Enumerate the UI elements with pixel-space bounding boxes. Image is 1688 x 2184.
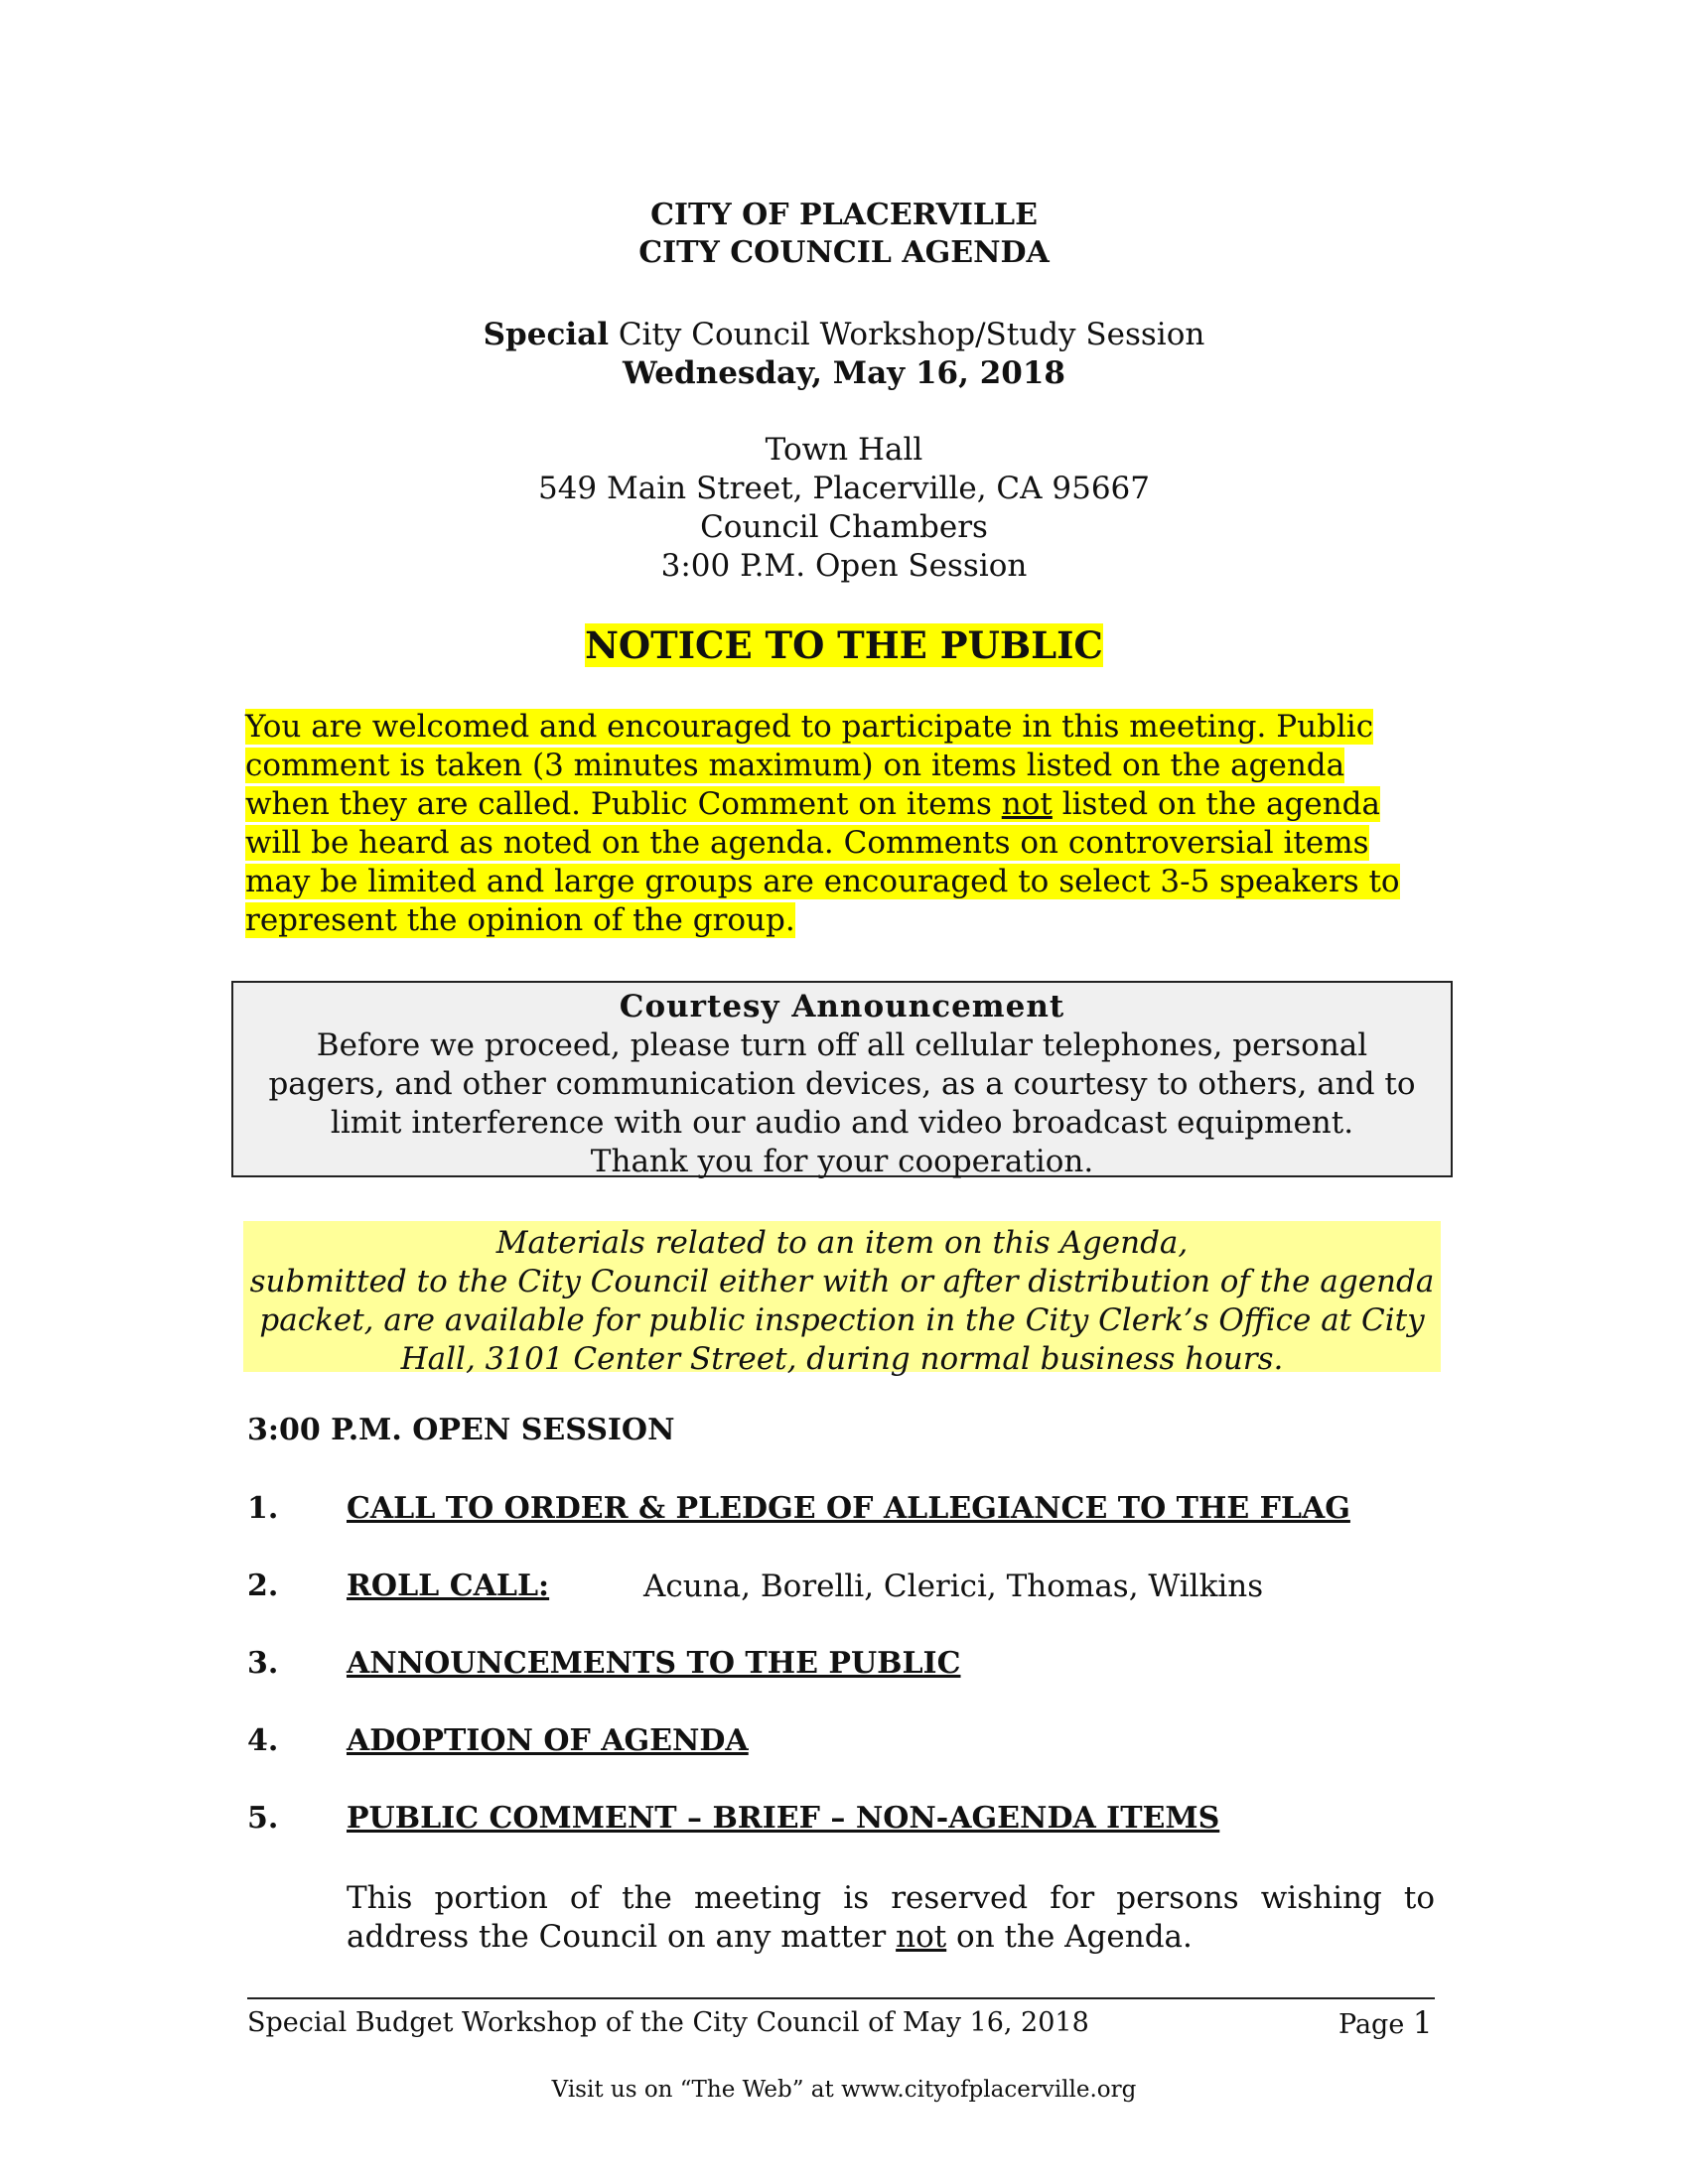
notice-line: listed on the agenda [1052, 786, 1381, 822]
agenda-item-3 [247, 1646, 960, 1681]
notice-heading [0, 623, 1688, 667]
item-number: 2. [247, 1569, 279, 1603]
open-session-heading: 3:00 P.M. OPEN SESSION [247, 1413, 675, 1447]
description-not-emphasis: not [896, 1919, 947, 1955]
item-label: ADOPTION OF AGENDA [347, 1723, 749, 1758]
agenda-item-1 [247, 1491, 1350, 1526]
session-type [0, 316, 1688, 354]
notice-line: You are welcomed and encouraged to participate in this meeting. Public [245, 709, 1374, 745]
description-text: This portion of the meeting is reserved for persons wishing to address the Council on any matter [347, 1880, 1435, 1955]
item-label: PUBLIC COMMENT – BRIEF – NON-AGENDA ITEMS [347, 1801, 1220, 1836]
item-label: ANNOUNCEMENTS TO THE PUBLIC [347, 1646, 961, 1681]
materials-line: packet, are available for public inspection in the City Clerk’s Office at City [259, 1302, 1425, 1338]
notice-not-emphasis: not [1001, 786, 1053, 822]
courtesy-line: Before we proceed, please turn off all cellular telephones, personal [316, 1027, 1368, 1063]
notice-text [245, 708, 1447, 940]
agenda-item-2 [247, 1569, 1264, 1604]
notice-line: may be limited and large groups are encouraged to select 3-5 speakers to [245, 864, 1400, 899]
website-link[interactable]: Visit us on “The Web” at www.cityofplacerville.org [551, 2077, 1137, 2103]
materials-line: Hall, 3101 Center Street, during normal business hours. [400, 1341, 1284, 1377]
session-time: 3:00 P.M. Open Session [660, 548, 1028, 584]
agenda-item-4 [247, 1723, 749, 1758]
location-name: Town Hall [765, 432, 923, 468]
notice-line: when they are called. Public Comment on items [245, 786, 1002, 822]
location-address: 549 Main Street, Placerville, CA 95667 [537, 471, 1151, 506]
page-number [1338, 2005, 1433, 2041]
item-number: 1. [247, 1491, 279, 1526]
courtesy-title: Courtesy Announcement [619, 989, 1065, 1024]
notice-line: will be heard as noted on the agenda. Comments on controversial items [245, 825, 1369, 861]
courtesy-line: limit interference with our audio and video broadcast equipment. [330, 1105, 1354, 1141]
courtesy-line: pagers, and other communication devices, as a courtesy to others, and to [268, 1066, 1416, 1102]
notice-line: represent the opinion of the group. [245, 902, 795, 938]
materials-line: submitted to the City Council either with or after distribution of the agenda [249, 1264, 1435, 1299]
materials-notice [243, 1221, 1441, 1377]
courtesy-announcement-box [231, 981, 1453, 1177]
page-label: Page [1338, 2009, 1413, 2040]
session-description: City Council Workshop/Study Session [608, 317, 1205, 352]
city-title: CITY OF PLACERVILLE [650, 198, 1038, 232]
footer-divider [247, 1997, 1435, 1999]
item-label: CALL TO ORDER & PLEDGE OF ALLEGIANCE TO THE FLAG [347, 1491, 1350, 1526]
page-num: 1 [1412, 2005, 1433, 2041]
item-label: ROLL CALL: [347, 1569, 550, 1603]
item-number: 4. [247, 1723, 279, 1758]
roll-call-names: Acuna, Borelli, Clerici, Thomas, Wilkins [643, 1569, 1264, 1604]
item-number: 5. [247, 1801, 279, 1836]
agenda-title: CITY COUNCIL AGENDA [638, 235, 1050, 270]
agenda-item-5 [247, 1801, 1219, 1836]
meeting-date: Wednesday, May 16, 2018 [622, 355, 1065, 391]
notice-title: NOTICE TO THE PUBLIC [585, 623, 1103, 667]
description-text: on the Agenda. [946, 1919, 1193, 1955]
notice-line: comment is taken (3 minutes maximum) on items listed on the agenda [245, 748, 1345, 783]
item-5-description [347, 1879, 1435, 1957]
session-special: Special [483, 317, 609, 352]
item-number: 3. [247, 1646, 279, 1681]
footer-meeting-title: Special Budget Workshop of the City Council of May 16, 2018 [247, 2007, 1089, 2038]
location-room: Council Chambers [700, 509, 988, 545]
materials-line: Materials related to an item on this Agenda, [495, 1225, 1189, 1261]
courtesy-line: Thank you for your cooperation. [590, 1144, 1094, 1179]
